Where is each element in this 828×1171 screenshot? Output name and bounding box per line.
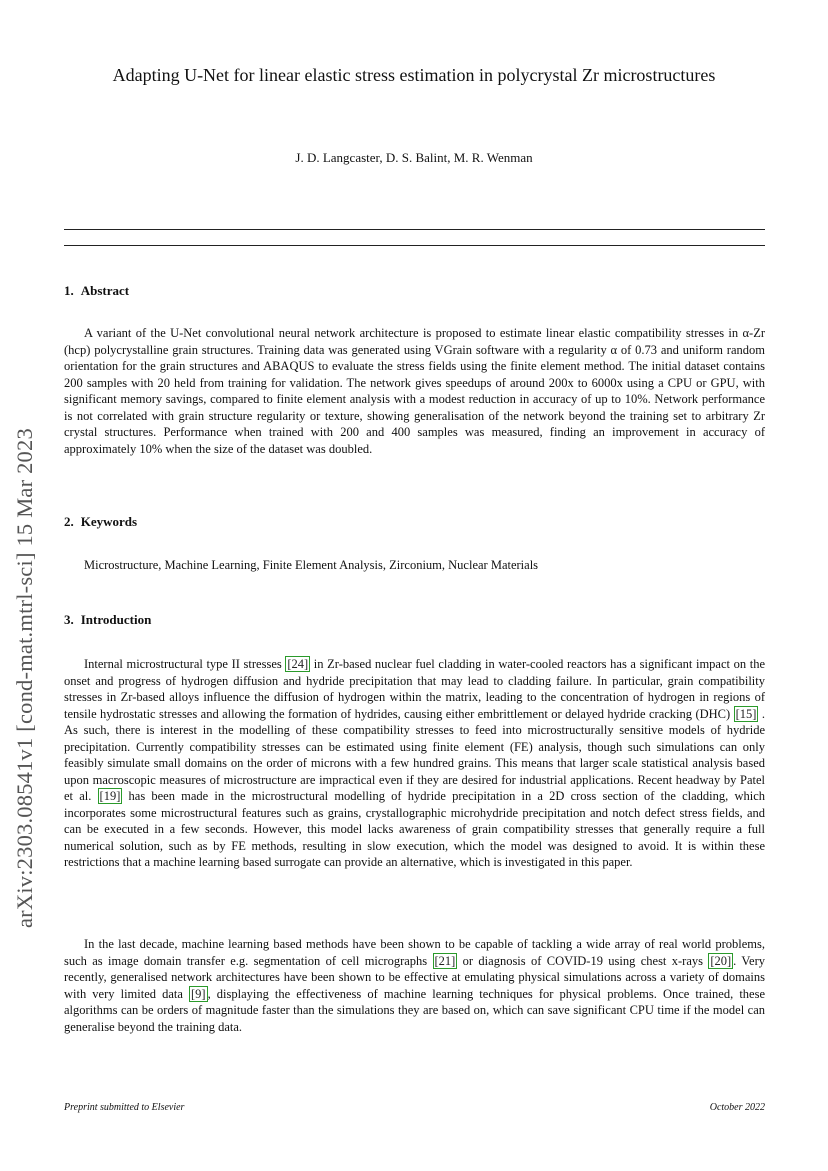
citation-link[interactable]: [19] bbox=[99, 789, 121, 803]
top-rule bbox=[64, 229, 765, 230]
citation-link[interactable]: [9] bbox=[190, 986, 206, 1001]
introduction-number: 3. bbox=[64, 612, 74, 627]
abstract-title: Abstract bbox=[80, 283, 130, 298]
text-run: , displaying the effectiveness of machine learning techniques for physical problems. Once trained, these algorithms can be orders of magnitude faster than the simulations they are based on, which can save significant CPU time if the model can generalise beyond the training data. bbox=[64, 986, 765, 1034]
citation-link[interactable]: [24] bbox=[287, 657, 309, 671]
footer-right: October 2022 bbox=[709, 1102, 765, 1113]
abstract-heading bbox=[64, 283, 129, 299]
keywords-heading bbox=[64, 514, 137, 530]
text-run: in Zr-based nuclear fuel cladding in water-cooled reactors has a significant impact on the onset and progress of hydrogen diffusion and hydride precipitation that may lead to cladding failure. In particular, grain compatibility stresses in Zr-based alloys influence the diffusion of hydrogen within the matrix, leading to the concentration of hydrogen in regions of tensile hydrostatic stresses and allowing the formation of hydrides, causing either embrittlement or delayed hydride cracking (DHC) bbox=[64, 657, 766, 721]
text-run: has been made in the microstructural modelling of hydride precipitation in a 2D cross section of the cladding, which incorporates some microstructural features such as grains, crystallographic microhydride precipitation and notch defect stress fields, and can be executed in a few seconds. However, this model lacks awareness of grain compatibility stresses that generally require a full numerical solution, such as by FE methods, resulting in slow execution, which the model was designed to avoid. It is within these restrictions that a machine learning based surrogate can provide an alternative, which is investigated in this paper. bbox=[64, 789, 765, 869]
citation-link[interactable]: [15] bbox=[735, 706, 757, 721]
text-run: or diagnosis of COVID-19 using chest x-rays bbox=[457, 953, 709, 968]
introduction-heading bbox=[64, 612, 151, 628]
keywords-number: 2. bbox=[64, 514, 74, 529]
author-list: J. D. Langcaster, D. S. Balint, M. R. Wenman bbox=[295, 150, 533, 165]
bottom-rule bbox=[64, 245, 765, 246]
introduction-paragraph-2 bbox=[64, 936, 765, 1035]
citation-link[interactable]: [21] bbox=[434, 953, 456, 968]
abstract-text: A variant of the U-Net convolutional neural network architecture is proposed to estimate linear elastic compatibility stresses in α-Zr (hcp) polycrystalline grain structures. Training data was generated using VGrain software with a regularity α of 0.73 and uniform random orientation for the grain structures and ABAQUS to evaluate the stress fields using the finite element method. The initial dataset contains 200 samples with 20 held from training for validation. The network gives speedups of around 200x to 6000x using a CPU or GPU, with significant memory savings, compared to finite element analysis with a modest reduction in accuracy of up to 10%. Network performance is not correlated with grain structure regularity or texture, showing generalisation of the network beyond the training set to arbitrary Zr crystal structures. Performance when trained with 200 and 400 samples was measured, finding an improvement in accuracy of approximately 10% when the size of the dataset was doubled. bbox=[64, 326, 765, 456]
introduction-title: Introduction bbox=[80, 612, 152, 627]
paper-title: Adapting U-Net for linear elastic stress estimation in polycrystal Zr microstructures bbox=[112, 65, 716, 85]
arxiv-identifier: arXiv:2303.08541v1 [cond-mat.mtrl-sci] 15 Mar 2023 bbox=[12, 428, 37, 928]
keywords-title: Keywords bbox=[80, 514, 138, 529]
text-run: . Very recently, generalised network architectures have been shown to be effective at emulating physical simulations across a variety of domains with very limited data bbox=[64, 953, 765, 1001]
abstract-number: 1. bbox=[64, 283, 74, 298]
text-run: Internal microstructural type II stresses bbox=[84, 657, 286, 671]
introduction-paragraph-1 bbox=[64, 656, 765, 871]
citation-link[interactable]: [20] bbox=[710, 953, 732, 968]
text-run: . As such, there is interest in the modelling of these compatibility stresses to feed into microstructurally sensitive models of hydride precipitation. Currently compatibility stresses can be estimated using finite element (FE) analysis, though such simulations can only feasibly simulate small domains on the order of microns with a few hundred grains. This means that larger scale statistical analysis based upon macroscopic measures of microstructure are impractical even if they are desired for industrial applications. Recent headway by Patel et al. bbox=[64, 706, 765, 803]
text-run: In the last decade, machine learning based methods have been shown to be capable of tackling a wide array of real world problems, such as image domain transfer e.g. segmentation of cell micrographs bbox=[64, 937, 765, 968]
footer-left: Preprint submitted to Elsevier bbox=[64, 1102, 185, 1113]
keywords-text: Microstructure, Machine Learning, Finite Element Analysis, Zirconium, Nuclear Materials bbox=[84, 558, 539, 572]
